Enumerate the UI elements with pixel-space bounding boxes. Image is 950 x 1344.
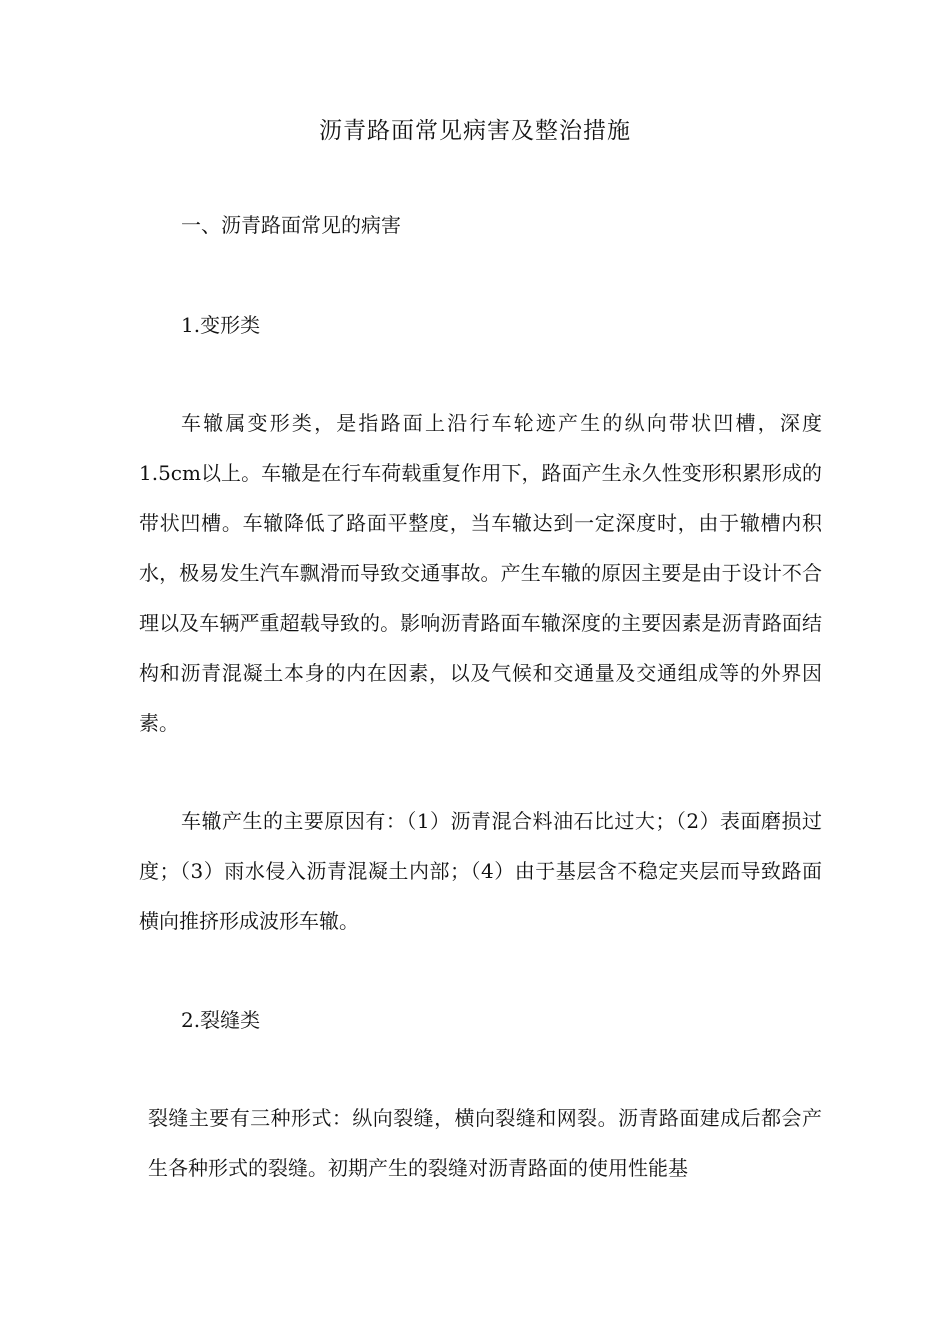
subsection-heading-cracks: 2.裂缝类 <box>181 1008 261 1032</box>
document-title: 沥青路面常见病害及整治措施 <box>319 118 631 144</box>
paragraph-rutting-causes: 车辙产生的主要原因有：（1）沥青混合料油石比过大；（2）表面磨损过度；（3）雨水侵入沥青混凝土内部；（4）由于基层含不稳定夹层而导致路面横向推挤形成波形车辙。 <box>139 809 822 933</box>
section-heading-common-damages: 一、沥青路面常见的病害 <box>181 213 401 237</box>
paragraph-rutting-definition: 车辙属变形类，是指路面上沿行车轮迹产生的纵向带状凹槽，深度1.5cm以上。车辙是在行车荷载重复作用下，路面产生永久性变形积累形成的带状凹槽。车辙降低了路面平整度，当车辙达到一定深度时，由于辙槽内积水，极易发生汽车飘滑而导致交通事故。产生车辙的原因主要是由于设计不合理以及车辆严重超载导致的。影响沥青路面车辙深度的主要因素是沥青路面结构和沥青混凝土本身的内在因素，以及气候和交通量及交通组成等的外界因素。 <box>139 411 822 735</box>
paragraph-crack-types: 裂缝主要有三种形式：纵向裂缝，横向裂缝和网裂。沥青路面建成后都会产生各种形式的裂缝。初期产生的裂缝对沥青路面的使用性能基 <box>148 1106 822 1180</box>
subsection-heading-deformation: 1.变形类 <box>181 313 261 337</box>
